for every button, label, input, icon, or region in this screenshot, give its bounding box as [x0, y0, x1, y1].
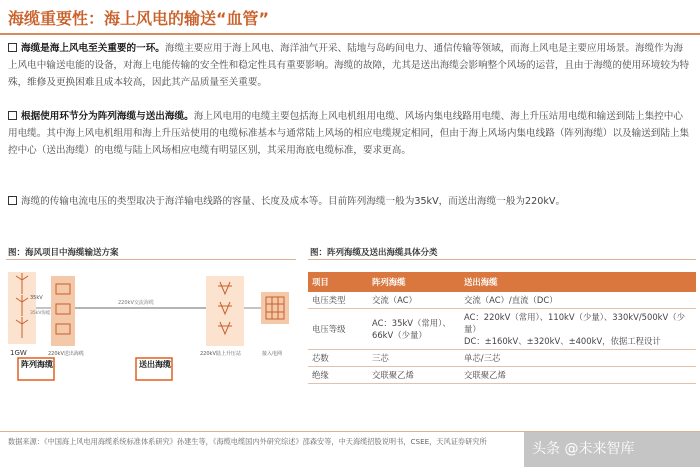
table-row: [308, 367, 696, 384]
cable-classification-table: [308, 272, 696, 384]
offshore-substation: [51, 276, 75, 346]
capacity-label: 1GW: [10, 349, 27, 357]
export-cable-callout-label: 送出海缆: [139, 360, 171, 369]
watermark-badge: [524, 432, 700, 467]
table-cell: 单芯/三芯: [460, 350, 696, 367]
page-title: 海缆重要性：海上风电的输送“血管”: [8, 9, 270, 28]
checkbox-bullet-icon: [8, 43, 17, 52]
table-row: [308, 292, 696, 309]
table-cell: 电压类型: [308, 292, 368, 309]
table-cell: 交流（AC）/直流（DC）: [460, 292, 696, 309]
paragraph-text: 海缆的传输电流电压的类型取决于海洋输电线路的容量、长度及成本等。目前阵列海缆一般为35kV，而送出海缆一般为220kV。: [21, 196, 566, 207]
table-header-row: [308, 272, 696, 292]
table-cell: 交流（AC）: [368, 292, 460, 309]
turbine-voltage-label: 35kV: [30, 295, 43, 301]
table-cell-multiline: AC：220kV（常用）、110kV（少量）、330kV/500kV（少量） DC：±160kV、±320kV、±400kV，依据工程设计: [460, 309, 696, 350]
table-cell: 交联聚乙烯: [368, 367, 460, 384]
figure-right-divider: [308, 259, 696, 260]
source-note: 数据来源：《中国海上风电用海缆系统标准体系研究》孙建生等，《海缆电缆国内外研究综述》邵森安等，中天海缆招股说明书，CSEE，天风证券研究所: [8, 437, 487, 446]
cable-scheme-diagram: [6, 262, 306, 382]
table-header: 项目: [308, 272, 368, 292]
array-cable-note: 35kV海缆: [30, 311, 51, 316]
title-divider: [0, 33, 700, 35]
watermark-text: 头条 @未来智库: [532, 441, 635, 457]
table-cell: 交联聚乙烯: [460, 367, 696, 384]
checkbox-bullet-icon: [8, 196, 17, 205]
figure-left-label: 图：海风项目中海缆输送方案: [8, 248, 119, 258]
table-cell: 绝缘: [308, 367, 368, 384]
onshore-station-label: 220kV陆上升压站: [200, 351, 241, 357]
paragraph-voltage: [8, 193, 692, 210]
figure-right-label: 图：阵列海缆及送出海缆具体分类: [310, 248, 438, 258]
paragraph-text: 海上风电用的电缆主要包括海上风电机组用电缆、风场内集电线路用电缆、海上升压站用电缆和输送到陆上集控中心用电缆。其中海上风电机组用和海上升压站使用的电缆标准基本与通常陆上风场的相应电缆规定相同，但由于海上风场内集电线路（阵列海缆）以及输送到陆上集控中心（送出海缆）的电缆与陆上风场相应电缆有明显区别，其采用海底电缆标准，要求更高。: [8, 111, 690, 156]
array-cable-callout-label: 阵列海缆: [21, 360, 53, 369]
table-header: 送出海缆: [460, 272, 696, 292]
checkbox-bullet-icon: [8, 111, 17, 120]
export-note: 220kV送出海缆: [48, 351, 84, 357]
table-row: [308, 309, 696, 350]
paragraph-lead: 根据使用环节分为阵列海缆与送出海缆。: [21, 111, 194, 122]
figure-left-divider: [6, 259, 296, 260]
paragraph-classification: [8, 108, 692, 159]
table-header: 阵列海缆: [368, 272, 460, 292]
paragraph-lead: 海缆是海上风电至关重要的一环。: [21, 43, 165, 54]
table-cell: 三芯: [368, 350, 460, 367]
paragraph-importance: [8, 40, 692, 91]
paragraph-text: 海缆主要应用于海上风电、海洋油气开采、陆地与岛屿间电力、通信传输等领域，而海上风电是主要应用场景。海缆作为海上风电中输送电能的设备，对海上电能传输的安全性和稳定性具有重要影响。海缆的故障，尤其是送出海缆会影响整个风场的运营，且由于海缆的使用环境较为特殊，维修及更换困难且成本较高，因此其产品质量至关重要。: [8, 43, 690, 88]
table-row: [308, 350, 696, 367]
table-cell: 芯数: [308, 350, 368, 367]
table-cell: 电压等级: [308, 309, 368, 350]
export-cable-note: 220kV交流海缆: [118, 300, 154, 306]
grid-label: 接入电网: [262, 351, 283, 357]
table-cell: AC：35kV（常用）、66kV（少量）: [368, 309, 460, 350]
